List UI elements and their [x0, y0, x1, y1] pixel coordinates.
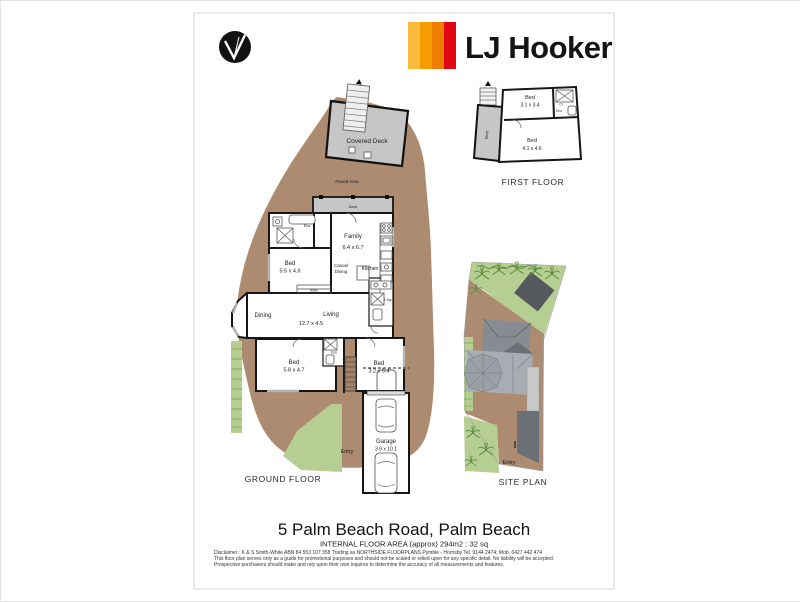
first-bed1-label: Bed — [525, 95, 535, 101]
casual-dining-line2: Dining — [334, 269, 348, 274]
site-driveway — [527, 367, 539, 411]
site-plan — [464, 261, 566, 487]
ldry-label: L'dry — [384, 298, 392, 302]
family-label: Family — [344, 234, 362, 240]
logo-stripe-3 — [432, 22, 444, 69]
first-ens-label: Ens — [556, 109, 562, 113]
entry-stairs — [345, 357, 356, 391]
first-cl-label: Cl — [559, 102, 563, 107]
logo-stripe-4 — [444, 22, 456, 69]
ground-floor-title: GROUND FLOOR — [244, 474, 322, 484]
bed3-size: 3.2 x 5.4 — [368, 368, 390, 375]
first-bed1-size: 3.1 x 3.4 — [520, 102, 540, 109]
floor-area-subtitle: INTERNAL FLOOR AREA (approx) 294m2 : 32 sq — [319, 539, 489, 549]
bed1-size: 5.5 x 4.6 — [279, 268, 301, 275]
site-entry-label: Entry — [502, 460, 516, 466]
site-plan-title: SITE PLAN — [498, 477, 548, 487]
flyer-graphic — [1, 1, 800, 601]
kitchen-label: Kitchen — [361, 266, 379, 272]
bed1-label: Bed — [284, 261, 296, 267]
disclaimer-line-2: This floor plan serves only as a guide for promotional purposes and should not be scaled or relied upon for any specific detail. No liability will be accepted. — [214, 556, 555, 562]
rear-deck — [313, 195, 393, 213]
paved-area-label: Paved Area — [335, 179, 359, 184]
first-floor-plan — [474, 81, 581, 187]
first-floor-title: FIRST FLOOR — [501, 177, 565, 187]
first-bed2-label: Bed — [527, 138, 537, 144]
car-1 — [376, 399, 396, 432]
car-2 — [375, 453, 397, 493]
bed2-label: Bed — [288, 360, 300, 366]
ens-mid-label: Ens — [331, 350, 337, 355]
footer — [214, 520, 554, 568]
living-label: Living — [323, 312, 339, 318]
site-lawn-bottom — [464, 416, 499, 473]
casual-dining-line1: Casual — [333, 263, 349, 268]
garden-strip-left — [231, 341, 242, 433]
disclaimer-line-3: Prospective purchasers should make and rely upon their own inquires to determine the accuracy of all measurements and features. — [214, 562, 505, 568]
first-bed2-size: 4.1 x 4.6 — [522, 146, 542, 152]
ground-entry-label: Entry — [340, 449, 354, 455]
lj-hooker-logo — [408, 22, 613, 69]
first-floor-stairs — [480, 81, 496, 105]
first-deck-label: Deck — [484, 130, 490, 140]
ens-top-label: Ens — [303, 224, 311, 228]
brand-name: LJ Hooker — [465, 30, 613, 65]
compass-icon — [219, 31, 251, 63]
garage-label: Garage — [375, 439, 397, 445]
covered-deck — [326, 78, 408, 166]
bed3-label: Bed — [373, 361, 385, 367]
garage — [363, 391, 409, 493]
address-title: 5 Palm Beach Road, Palm Beach — [277, 520, 531, 539]
family-size: 6.4 x 6.7 — [342, 245, 364, 251]
covered-deck-label: Covered Deck — [346, 138, 388, 145]
bed2-size: 5.8 x 4.7 — [283, 367, 305, 374]
rear-deck-label: Deck — [348, 205, 358, 209]
ground-floor-plan — [231, 78, 434, 493]
disclaimer-line-1: Disclaimer : K & S Smith-White ABN 84 553 107 358 Trading as NORTHSIDE FLOORPLANS Pymble - Hornsby Tel. 9144 2474; Mob. 0427 442 474 — [214, 550, 543, 556]
living-size: 12.7 x 4.5 — [298, 321, 324, 327]
logo-stripe-1 — [408, 22, 420, 69]
garage-size: 3.9 x 10.1 — [375, 446, 397, 453]
dining-label: Dining — [254, 313, 272, 319]
robe-label: Robe — [309, 288, 319, 293]
logo-stripe-2 — [420, 22, 432, 69]
